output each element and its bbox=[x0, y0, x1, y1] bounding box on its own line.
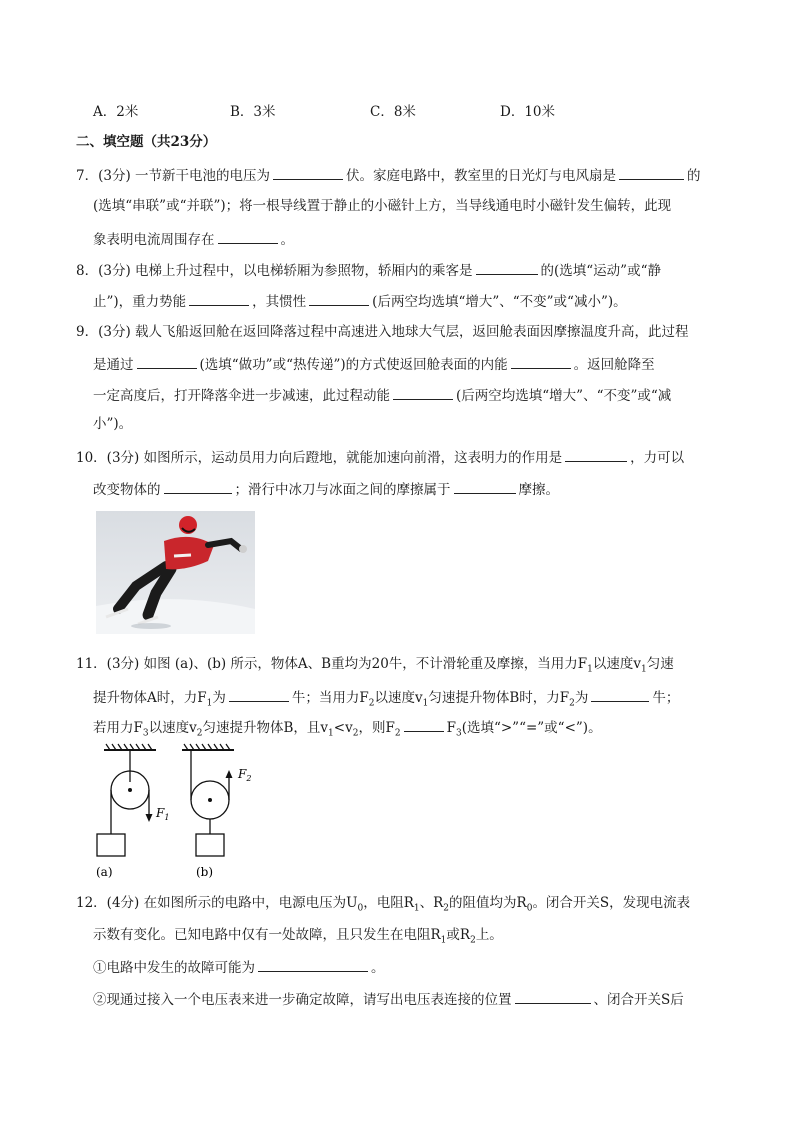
question-10-line-1: 10．(3分) 如图所示，运动员用力向后蹬地，就能加速向前滑，这表明力的作用是 ，力可以 bbox=[76, 446, 684, 468]
answer-blank[interactable] bbox=[164, 478, 232, 494]
option-c: C．8米 bbox=[370, 104, 416, 120]
speed-skater-photo bbox=[96, 511, 255, 634]
object-a-block bbox=[97, 834, 125, 856]
answer-blank[interactable] bbox=[189, 290, 249, 306]
question-9-line-3: 一定高度后，打开降落伞进一步减速，此过程动能 (后两空均选填“增大”、“不变”或“减 bbox=[93, 384, 671, 406]
question-12-line-1: 12．(4分) 在如图所示的电路中，电源电压为$U_0$，电阻$R_1$、$R_2$的阻值均为$R_0$。闭合开关S，发现电流表 bbox=[76, 895, 691, 914]
figure-label-b: (b) bbox=[196, 865, 214, 879]
question-12-line-4: ②现通过接入一个电压表来进一步确定故障，请写出电压表连接的位置 、闭合开关S后 bbox=[93, 988, 684, 1010]
question-9-line-4: 小”)。 bbox=[93, 416, 133, 432]
question-8-line-1: 8．(3分) 电梯上升过程中，以电梯轿厢为参照物，轿厢内的乘客是 的(选填“运动”或“静 bbox=[76, 259, 661, 281]
option-d: D．10米 bbox=[500, 104, 556, 120]
question-7-line-3: 象表明电流周围存在 。 bbox=[93, 228, 294, 250]
answer-blank[interactable] bbox=[229, 686, 289, 702]
pulley-diagram bbox=[92, 742, 272, 882]
answer-blank[interactable] bbox=[476, 259, 538, 275]
question-7-line-1: 7．(3分) 一节新干电池的电压为 伏。家庭电路中，教室里的日光灯与电风扇是 的 bbox=[76, 164, 701, 186]
object-b-block bbox=[196, 834, 224, 856]
question-11-line-1: 11．(3分) 如图 (a)、(b) 所示，物体A、B重均为20牛，不计滑轮重及摩擦，当用力$F_1$以速度$v_1$匀速 bbox=[76, 656, 674, 675]
option-a: A．2米 bbox=[93, 104, 139, 120]
answer-blank[interactable] bbox=[218, 228, 278, 244]
section-title: 二、填空题（共23分） bbox=[76, 134, 217, 150]
answer-blank[interactable] bbox=[258, 956, 368, 972]
answer-blank[interactable] bbox=[273, 164, 343, 180]
question-7-line-2: (选填“串联”或“并联”)；将一根导线置于静止的小磁针上方，当导线通电时小磁针发生偏转，此现 bbox=[93, 198, 672, 214]
question-12-line-3: ①电路中发生的故障可能为 。 bbox=[93, 956, 385, 978]
force-label-f1: $F_1$ bbox=[156, 806, 170, 822]
option-b: B．3米 bbox=[230, 104, 276, 120]
force-label-f2: $F_2$ bbox=[238, 767, 252, 783]
question-8-line-2: 止”)，重力势能 ，其惯性 (后两空均选填“增大”、“不变”或“减小”)。 bbox=[93, 290, 627, 312]
question-11-line-3: 若用力$F_3$以速度$v_2$匀速提升物体B，且$v_1<v_2$，则$F_2$ $F_3$(选填“>”“=”或“<”)。 bbox=[93, 716, 602, 744]
answer-blank[interactable] bbox=[404, 716, 444, 732]
answer-blank[interactable] bbox=[137, 353, 197, 369]
question-11-line-2: 提升物体A时，力$F_1$为 牛；当用力$F_2$以速度$v_1$匀速提升物体B时，力$F_2$为 牛； bbox=[93, 686, 679, 714]
question-12-line-2: 示数有变化。已知电路中仅有一处故障，且只发生在电阻$R_1$或$R_2$上。 bbox=[93, 927, 503, 946]
answer-blank[interactable] bbox=[393, 384, 453, 400]
answer-blank[interactable] bbox=[309, 290, 369, 306]
ceiling-b bbox=[182, 744, 234, 750]
answer-blank[interactable] bbox=[619, 164, 684, 180]
question-9-line-1: 9．(3分) 载人飞船返回舱在返回降落过程中高速进入地球大气层，返回舱表面因摩擦温度升高，此过程 bbox=[76, 324, 689, 340]
question-9-line-2: 是通过 (选填“做功”或“热传递”)的方式使返回舱表面的内能 。返回舱降至 bbox=[93, 353, 655, 375]
answer-blank[interactable] bbox=[591, 686, 649, 702]
figure-label-a: (a) bbox=[96, 865, 113, 879]
question-10-line-2: 改变物体的 ；滑行中冰刀与冰面之间的摩擦属于 摩擦。 bbox=[93, 478, 559, 500]
ceiling-a bbox=[104, 744, 156, 750]
answer-blank[interactable] bbox=[515, 988, 591, 1004]
answer-blank[interactable] bbox=[454, 478, 516, 494]
answer-blank[interactable] bbox=[565, 446, 627, 462]
answer-blank[interactable] bbox=[511, 353, 571, 369]
